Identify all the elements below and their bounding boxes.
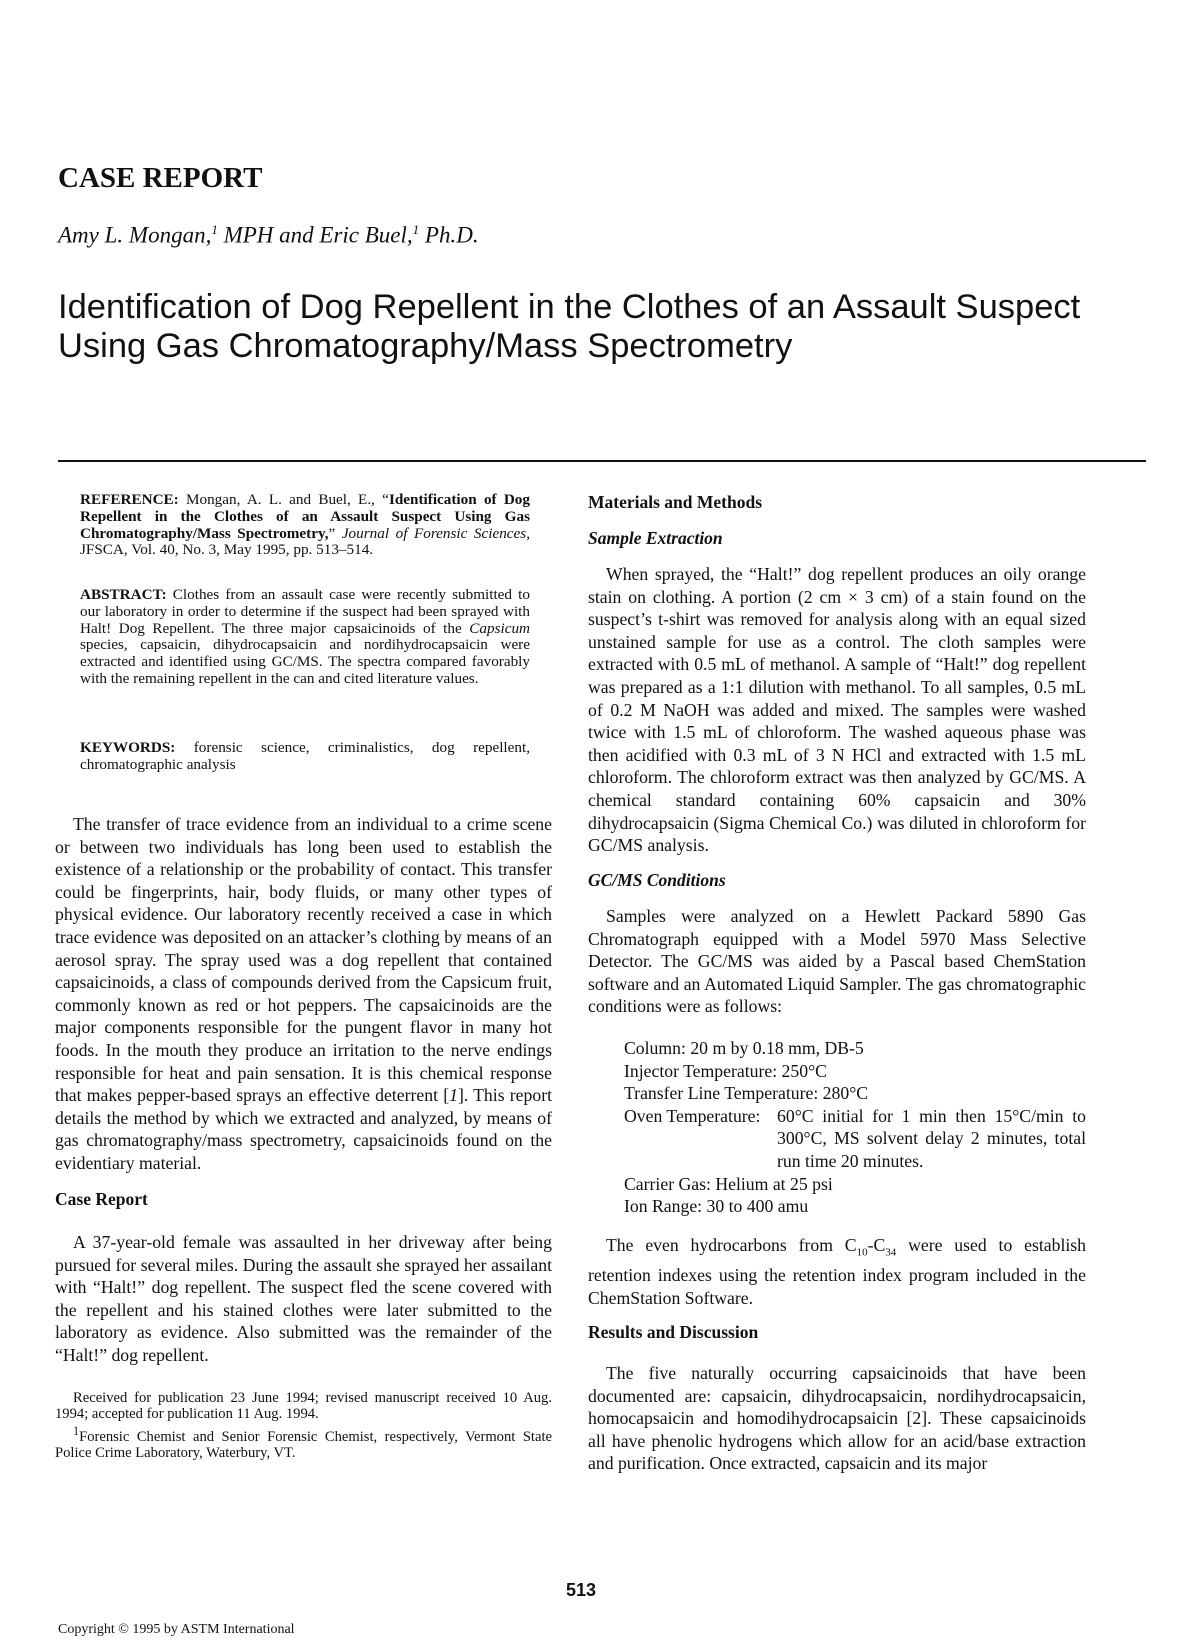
author-line <box>58 222 479 249</box>
sample-extraction-section <box>588 563 1086 857</box>
oven-label: Oven Temperature: <box>624 1105 761 1126</box>
ion-range-condition: Ion Range: 30 to 400 amu <box>624 1196 809 1217</box>
section-label: CASE REPORT <box>58 162 263 194</box>
case-report-section <box>55 1231 552 1367</box>
reference-block <box>80 492 530 559</box>
reference-article-title: Identification of Dog Repellent in the Clothes of an Assault Suspect Using Gas Chromatography/Mass Spectrometry, <box>80 491 530 542</box>
keywords-label: KEYWORDS: <box>80 739 176 756</box>
carbon-subscript-34: 34 <box>885 1246 897 1259</box>
footnotes <box>55 1390 552 1461</box>
retention-part-1: The even hydrocarbons from C <box>606 1235 857 1255</box>
results-paragraph: The five naturally occurring capsaicinoids that have been documented are: capsaicin, dihydrocapsaicin, nordihydrocapsaicin, homocapsaicin and homodihydrocapsaicin [2]. These capsaicinoids all have phenolic hydrogens which allow for an acid/base extraction and purification. Once extracted, capsaicin and its major <box>588 1363 1086 1474</box>
author-1-affiliation-mark: 1 <box>211 222 218 237</box>
abstract-part-2: species, capsaicin, dihydrocapsaicin and nordihydrocapsaicin were extracted and identified using GC/MS. The spectra compared favorably with the remaining repellent in the can and cited literature values. <box>80 636 530 687</box>
author-1: Amy L. Mongan, <box>58 222 212 248</box>
keywords-list: forensic science, criminalistics, dog repellent, chromatographic analysis <box>80 739 530 773</box>
intro-part-2: ]. This report details the method by which we extracted and analyzed, by means of gas chromatography/mass spectrometry, capsaicinoids found on the evidentiary material. <box>55 1085 552 1173</box>
retention-dash: -C <box>867 1235 886 1255</box>
case-report-paragraph: A 37-year-old female was assaulted in her driveway after being pursued for several miles. During the assault she sprayed her assailant with “Halt!” dog repellent. The suspect fled the scene covered with the repellent and his stained clothes were later submitted to the laboratory as evidence. Also submitted was the remainder of the “Halt!” dog repellent. <box>55 1232 552 1365</box>
reference-details: JFSCA, Vol. 40, No. 3, May 1995, pp. 513–514. <box>80 541 374 559</box>
carrier-gas-condition: Carrier Gas: Helium at 25 psi <box>624 1173 833 1194</box>
keywords-block <box>80 740 530 774</box>
results-discussion-heading: Results and Discussion <box>588 1322 759 1342</box>
retention-part-2: were used to establish retention indexes using the retention index program included in the ChemStation Software. <box>588 1235 1086 1308</box>
affiliation-mark: 1 <box>73 1423 80 1438</box>
reference-citation <box>80 492 530 559</box>
reference-quote: ” <box>328 524 342 542</box>
transfer-line-condition: Transfer Line Temperature: 280°C <box>624 1083 869 1104</box>
affiliation-text: Forensic Chemist and Senior Forensic Chemist, respectively, Vermont State Police Crime Laboratory, Waterbury, VT. <box>55 1428 552 1462</box>
case-report-heading: Case Report <box>55 1189 148 1209</box>
column-condition: Column: 20 m by 0.18 mm, DB-5 <box>624 1038 864 1058</box>
publication-history: Received for publication 23 June 1994; revised manuscript received 10 Aug. 1994; accepted for publication 11 Aug. 1994. <box>55 1390 552 1423</box>
intro-paragraph <box>55 813 552 1175</box>
materials-methods-heading: Materials and Methods <box>588 492 763 512</box>
copyright-notice: Copyright © 1995 by ASTM International <box>58 1622 295 1637</box>
sample-extraction-paragraph: When sprayed, the “Halt!” dog repellent produces an oily orange stain on clothing. A portion (2 cm × 3 cm) of a stain found on the suspect’s t-shirt was removed for analysis along with an equal sized unstained sample for use as a control. The cloth samples were extracted with 0.5 mL of methanol. A sample of “Halt!” dog repellent was prepared as a 1:1 dilution with methanol. To all samples, 0.5 mL of 0.2 M NaOH was added and mixed. The samples were washed twice with 1.5 mL of chloroform. The washed aqueous phase was then acidified with 0.3 mL of 3 N HCl and extracted with 1.5 mL chloroform. The chloroform extract was then analyzed by GC/MS. A chemical standard containing 60% capsaicin and 30% dihydrocapsaicin (Sigma Chemical Co.) was diluted in chloroform for GC/MS analysis. <box>588 564 1086 856</box>
author-2-affiliation-mark: 1 <box>412 222 420 237</box>
abstract-part-1: Clothes from an assault case were recently submitted to our laboratory in order to determine if the suspect had been sprayed with Halt! Dog Repellent. The three major capsaicinoids of the <box>80 586 530 637</box>
citation-ref: 1 <box>449 1085 458 1106</box>
retention-index-section <box>588 1234 1086 1309</box>
gcms-conditions-paragraph: Samples were analyzed on a Hewlett Packard 5890 Gas Chromatograph equipped with a Model 5970 Mass Selective Detector. The GC/MS was aided by a Pascal based ChemStation software and an Automated Liquid Sampler. The gas chromatographic conditions were as follows: <box>588 906 1086 1017</box>
reference-authors: Mongan, A. L. and Buel, E., “ <box>178 491 389 508</box>
author-1-degree: MPH and Eric Buel, <box>217 222 413 248</box>
sample-extraction-heading: Sample Extraction <box>588 528 723 548</box>
reference-label: REFERENCE: <box>80 491 179 508</box>
gc-conditions-list <box>624 1037 1086 1218</box>
intro-part-1: The transfer of trace evidence from an individual to a crime scene or between two individuals has long been used to establish the existence of a relationship or the probability of contact. This transfer could be fingerprints, hair, body fluids, or many other types of physical evidence. Our laboratory recently received a case in which trace evidence was deposited on an attacker’s clothing by means of an aerosol spray. The spray used was a dog repellent that contained capsaicinoids, a class of compounds derived from the Capsicum fruit, commonly known as red or hot peppers. The capsaicinoids are the major components responsible for the pungent flavor in many hot foods. In the mouth they produce an irritation to the nerve endings responsible for heat and pain sensation. It is this chemical response that makes pepper-based sprays an effective deterrent [ <box>55 814 552 1106</box>
gcms-conditions-heading: GC/MS Conditions <box>588 870 726 890</box>
results-section <box>588 1362 1086 1475</box>
title-divider <box>58 460 1146 462</box>
affiliation-footnote <box>55 1423 552 1462</box>
keywords-text <box>80 740 530 774</box>
article-title: Identification of Dog Repellent in the Clothes of an Assault Suspect Using Gas Chromatography/Mass Spectrometry <box>58 288 1081 366</box>
reference-journal: Journal of Forensic Sciences, <box>341 524 530 542</box>
abstract-text <box>80 587 530 688</box>
abstract-species: Capsicum <box>469 619 530 637</box>
abstract-label: ABSTRACT: <box>80 586 167 603</box>
page-number: 513 <box>566 1580 597 1600</box>
retention-index-paragraph <box>588 1234 1086 1309</box>
abstract-block <box>80 587 530 688</box>
injector-condition: Injector Temperature: 250°C <box>624 1060 827 1081</box>
introduction <box>55 813 552 1175</box>
carbon-subscript-10: 10 <box>856 1246 868 1259</box>
gcms-conditions-section <box>588 905 1086 1018</box>
oven-condition <box>624 1105 1086 1173</box>
author-2-degree: Ph.D. <box>419 222 479 248</box>
oven-value: 60°C initial for 1 min then 15°C/min to 300°C, MS solvent delay 2 minutes, total run time 20 minutes. <box>777 1105 1086 1171</box>
